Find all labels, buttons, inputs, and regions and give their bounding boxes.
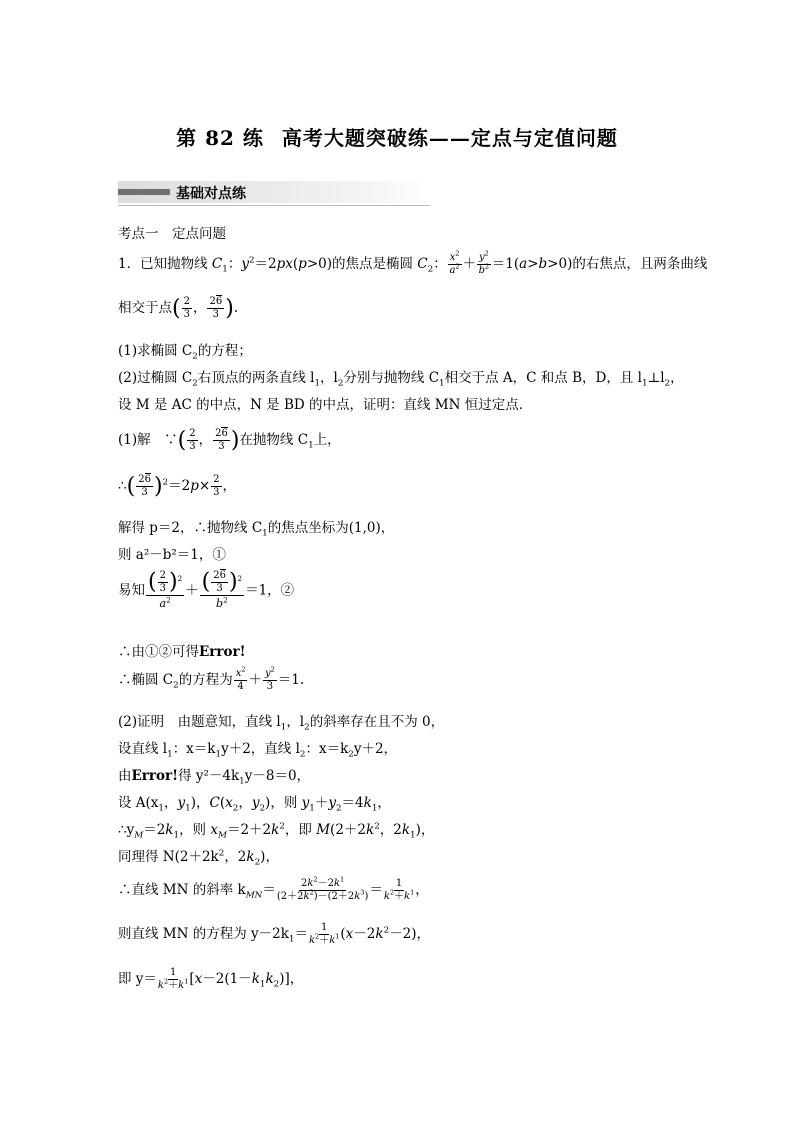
solution-2: ∴( $\frac{26}{3}$ )$^2$＝2p× $\frac{2}{3}$ ，	[118, 474, 237, 499]
solution-15: 则直线 MN 的方程为 $y-2k_1=$ $\frac{1}{k^2+k^1}$ $(x-2k^2-2)$，	[118, 922, 431, 946]
solution-14: ∴直线 MN 的斜率 $k_{MN}=$ $\frac{2k^2-2k^1}{(2+2k^2)-(2+2k^3)}$ ＝ $\frac{1}{k^2+k^1}$ ，	[118, 875, 429, 902]
solution-3: 解得 p＝2，∴抛物线 $C_1$的焦点坐标为(1,0)，	[118, 520, 395, 539]
solution-11: 设 $A(x_1$，$y_1$)，$C(x_2$，$y_2$)，则 $y_1+y_2=4k_1$，	[118, 795, 391, 814]
solution-9: 设直线 $l_1$：$x=k_1y+2$，直线 $l_2$：$x=k_2y+2$，	[118, 741, 398, 760]
page-title: 第 82 练 高考大题突破练——定点与定值问题	[176, 126, 618, 150]
question-1: (1)求椭圆 $C_2$的方程；	[118, 343, 252, 362]
solution-4: 则 a²－b²＝1，①	[118, 547, 226, 563]
question-2-cont: 设 M 是 AC 的中点，N 是 BD 的中点，证明：直线 MN 恒过定点．	[118, 397, 533, 413]
solution-12: $\therefore y_M=2k_1$，则 $x_M=2+2k^2$，即 $M(2+2k^2$，$2k_1$)，	[118, 821, 435, 841]
solution-1: (1)解 ∵( $\frac{2}{3}$ ， $\frac{26}{3}$ )在抛物线 $C_1$上，	[118, 428, 341, 453]
solution-16: 即 y＝ $\frac{1}{k^2+k^1}$ $[x-2(1-k_1k_2)]$，	[118, 967, 304, 991]
topic-heading: 考点一 定点问题	[118, 226, 226, 242]
solution-6: ∴由①②可得Error!	[118, 644, 246, 660]
question-2: (2)过椭圆 $C_2$右顶点的两条直线 $l_1$，$l_2$分别与抛物线 $C_1$相交于点 A，C 和点 B，D，且 $l_1\perp l_2$，	[118, 370, 684, 389]
section-label: 基础对点练	[176, 186, 246, 202]
section-banner	[118, 181, 430, 203]
banner-rule	[118, 205, 430, 206]
solution-13: 同理得 $N(2+2k^2$，$2k_2$)，	[118, 848, 279, 868]
problem-line-1: 1．已知抛物线 $C_1$：$y^2=2px(p>0)$的焦点是椭圆 $C_2$： $\frac{x^2}{a^2}$ ＋ $\frac{y^2}{b^2}$ ＝1(a>b>0)的右焦点，且两条曲线	[118, 249, 708, 276]
solution-8: (2)证明 由题意知，直线 $l_1$，$l_2$的斜率存在且不为 0，	[118, 714, 445, 733]
solution-5: 易知 ( $\frac{2}{3}$ )$^2$ $a^2$ ＋ ( $\frac{26}{3}$ )$^2$ $b^2$ ＝1，②	[118, 569, 295, 610]
problem-line-2: 相交于点( $\frac{2}{3}$ ， $\frac{26}{3}$ ).	[118, 296, 239, 321]
banner-bar	[118, 189, 170, 195]
solution-7: ∴椭圆 $C_2$的方程为 $\frac{x^2}{4}$ ＋ $\frac{y^2}{3}$ ＝1.	[118, 665, 305, 692]
solution-10: 由Error!得 $y^2-4k_1y-8=0$，	[118, 768, 311, 787]
